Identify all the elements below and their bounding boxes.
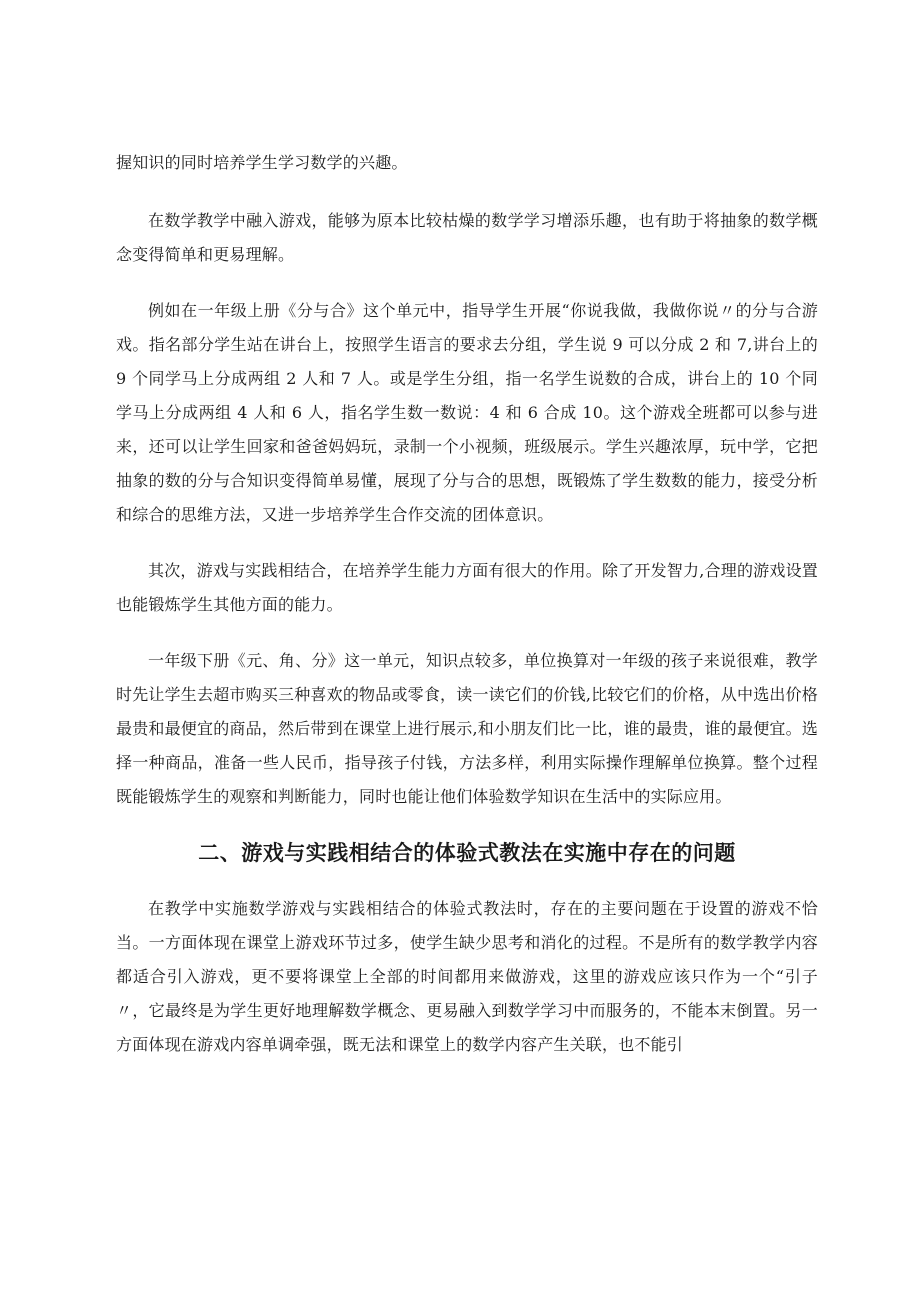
- paragraph-split-and-combine-example: 例如在一年级上册《分与合》这个单元中，指导学生开展“你说我做，我做你说〃的分与合游戏。指名部分学生站在讲台上，按照学生语言的要求去分组，学生说 9 可以分成 2 和 7,讲台上的 9 个同学马上分成两组 2 人和 7 人。或是学生分组，指一名学生说数的合成，讲台上的 10 个同学马上分成两组 4 人和 6 人，指名学生数一数说：4 和 6 合成 10。这个游戏全班都可以参与进来，还可以让学生回家和爸爸妈妈玩，录制一个小视频，班级展示。学生兴趣浓厚，玩中学，它把抽象的数的分与合知识变得简单易懂，展现了分与合的思想，既锻炼了学生数数的能力，接受分析和综合的思维方法，又进一步培养学生合作交流的团体意识。: [116, 301, 818, 524]
- paragraph-continuation: 握知识的同时培养学生学习数学的兴趣。: [116, 153, 408, 172]
- paragraph-games-in-math: 在数学教学中融入游戏，能够为原本比较枯燥的数学学习增添乐趣，也有助于将抽象的数学概念变得简单和更易理解。: [116, 211, 818, 264]
- section-heading: 二、游戏与实践相结合的体验式教法在实施中存在的问题: [198, 840, 736, 865]
- paragraph-games-and-practice: 其次，游戏与实践相结合，在培养学生能力方面有很大的作用。除了开发智力,合理的游戏设置也能锻炼学生其他方面的能力。: [116, 561, 818, 614]
- paragraph-yuan-jiao-fen-example: 一年级下册《元、角、分》这一单元，知识点较多，单位换算对一年级的孩子来说很难，教学时先让学生去超市购买三种喜欢的物品或零食，读一读它们的价钱,比较它们的价格，从中选出价格最贵和最便宜的商品，然后带到在课堂上进行展示,和小朋友们比一比，谁的最贵，谁的最便宜。选择一种商品，准备一些人民币，指导孩子付钱，方法多样，利用实际操作理解单位换算。整个过程既能锻炼学生的观察和判断能力，同时也能让他们体验数学知识在生活中的实际应用。: [116, 651, 818, 806]
- paragraph-implementation-problems: 在教学中实施数学游戏与实践相结合的体验式教法时，存在的主要问题在于设置的游戏不恰当。一方面体现在课堂上游戏环节过多，使学生缺少思考和消化的过程。不是所有的数学教学内容都适合引入游戏，更不要将课堂上全部的时间都用来做游戏，这里的游戏应该只作为一个“引子〃，它最终是为学生更好地理解数学概念、更易融入到数学学习中而服务的，不能本末倒置。另一方面体现在游戏内容单调牵强，既无法和课堂上的数学内容产生关联，也不能引: [116, 899, 818, 1054]
- document-body: [116, 146, 818, 1084]
